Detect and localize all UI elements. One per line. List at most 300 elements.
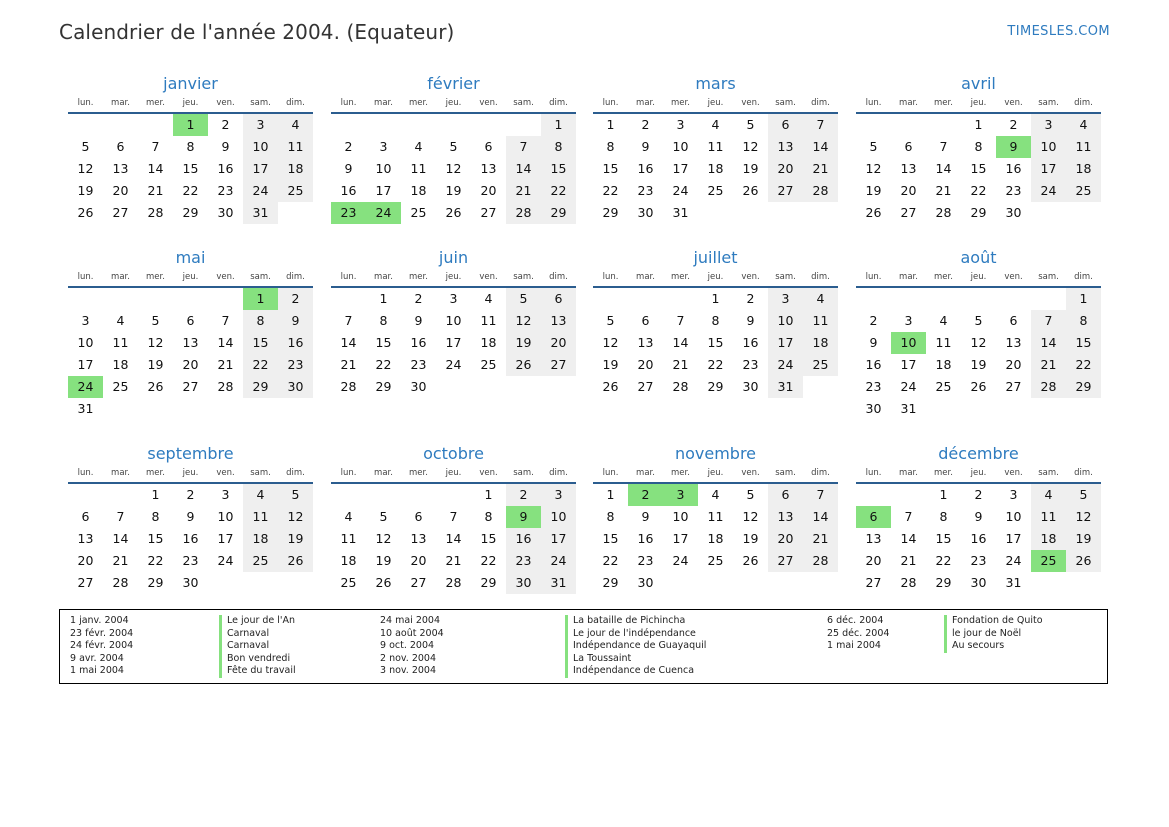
day-cell[interactable]: 5 [746,117,755,132]
day-cell[interactable]: 6 [81,509,90,524]
day-cell[interactable]: 4 [278,114,313,136]
day-cell[interactable]: 9 [186,509,195,524]
day-cell[interactable]: 25 [935,379,952,394]
day-cell[interactable]: 26 [1066,550,1101,572]
day-cell[interactable]: 18 [1066,158,1101,180]
day-cell[interactable]: 26 [147,379,164,394]
day-cell[interactable]: 6 [641,313,650,328]
day-cell[interactable]: 22 [375,357,392,372]
day-cell[interactable]: 20 [637,357,654,372]
day-cell[interactable]: 17 [77,357,94,372]
day-cell[interactable]: 16 [182,531,199,546]
day-cell[interactable]: 12 [865,161,882,176]
day-cell[interactable]: 1 [606,117,615,132]
day-cell[interactable]: 31 [541,572,576,594]
day-cell[interactable]: 11 [243,506,278,528]
day-cell[interactable]: 1 [1066,288,1101,310]
day-cell[interactable]: 25 [480,357,497,372]
day-cell[interactable]: 1 [484,487,493,502]
day-cell[interactable]: 23 [278,354,313,376]
day-cell[interactable]: 13 [768,136,803,158]
day-cell[interactable]: 26 [375,575,392,590]
day-cell[interactable]: 1 [173,114,208,136]
day-cell[interactable]: 29 [243,376,278,398]
day-cell[interactable]: 28 [935,205,952,220]
day-cell[interactable]: 21 [506,180,541,202]
day-cell[interactable]: 26 [970,379,987,394]
day-cell[interactable]: 24 [217,553,234,568]
day-cell[interactable]: 8 [606,139,615,154]
day-cell[interactable]: 13 [480,161,497,176]
day-cell[interactable]: 28 [506,202,541,224]
day-cell[interactable]: 13 [410,531,427,546]
day-cell[interactable]: 10 [243,136,278,158]
day-cell[interactable]: 18 [1031,528,1066,550]
day-cell[interactable]: 20 [541,332,576,354]
day-cell[interactable]: 20 [768,528,803,550]
day-cell[interactable]: 5 [449,139,458,154]
day-cell[interactable]: 12 [445,161,462,176]
day-cell[interactable]: 4 [711,117,720,132]
day-cell[interactable]: 12 [506,310,541,332]
day-cell[interactable]: 14 [803,506,838,528]
day-cell[interactable]: 15 [182,161,199,176]
day-cell[interactable]: 27 [541,354,576,376]
day-cell[interactable]: 2 [869,313,878,328]
day-cell[interactable]: 24 [541,550,576,572]
day-cell[interactable]: 5 [869,139,878,154]
day-cell[interactable]: 8 [711,313,720,328]
day-cell[interactable]: 3 [1009,487,1018,502]
day-cell[interactable]: 22 [243,354,278,376]
day-cell[interactable]: 26 [865,205,882,220]
day-cell[interactable]: 24 [900,379,917,394]
day-cell[interactable]: 17 [375,183,392,198]
day-cell[interactable]: 3 [243,114,278,136]
day-cell[interactable]: 6 [484,139,493,154]
day-cell[interactable]: 16 [278,332,313,354]
day-cell[interactable]: 29 [935,575,952,590]
day-cell[interactable]: 6 [116,139,125,154]
day-cell[interactable]: 26 [445,205,462,220]
day-cell[interactable]: 21 [217,357,234,372]
day-cell[interactable]: 5 [278,484,313,506]
day-cell[interactable]: 23 [182,553,199,568]
day-cell[interactable]: 21 [147,183,164,198]
day-cell[interactable]: 11 [935,335,952,350]
brand-link[interactable]: TIMESLES.COM [1007,24,1110,39]
day-cell[interactable]: 25 [707,183,724,198]
day-cell[interactable]: 8 [1066,310,1101,332]
day-cell[interactable]: 15 [1066,332,1101,354]
day-cell[interactable]: 27 [768,180,803,202]
day-cell[interactable]: 1 [974,117,983,132]
day-cell[interactable]: 22 [1066,354,1101,376]
day-cell[interactable]: 8 [186,139,195,154]
day-cell[interactable]: 18 [480,335,497,350]
day-cell[interactable]: 17 [1031,158,1066,180]
day-cell[interactable]: 1 [379,291,388,306]
day-cell[interactable]: 16 [410,335,427,350]
day-cell[interactable]: 7 [939,139,948,154]
day-cell[interactable]: 27 [77,575,94,590]
day-cell[interactable]: 16 [865,357,882,372]
day-cell[interactable]: 25 [803,354,838,376]
day-cell[interactable]: 25 [1066,180,1101,202]
day-cell[interactable]: 18 [935,357,952,372]
day-cell[interactable]: 3 [541,484,576,506]
day-cell[interactable]: 12 [970,335,987,350]
day-cell[interactable]: 20 [480,183,497,198]
day-cell[interactable]: 11 [707,509,724,524]
day-cell[interactable]: 5 [506,288,541,310]
day-cell[interactable]: 14 [340,335,357,350]
day-cell[interactable]: 29 [1066,376,1101,398]
day-cell[interactable]: 8 [974,139,983,154]
day-cell[interactable]: 4 [344,509,353,524]
day-cell[interactable]: 30 [865,401,882,416]
day-cell[interactable]: 23 [217,183,234,198]
day-cell[interactable]: 9 [414,313,423,328]
day-cell[interactable]: 6 [186,313,195,328]
day-cell[interactable]: 23 [742,357,759,372]
day-cell[interactable]: 19 [742,531,759,546]
day-cell[interactable]: 16 [1005,161,1022,176]
day-cell[interactable]: 29 [970,205,987,220]
day-cell[interactable]: 9 [344,161,353,176]
day-cell[interactable]: 27 [865,575,882,590]
day-cell[interactable]: 26 [742,183,759,198]
day-cell[interactable]: 14 [900,531,917,546]
day-cell[interactable]: 27 [900,205,917,220]
day-cell[interactable]: 28 [340,379,357,394]
day-cell[interactable]: 27 [112,205,129,220]
day-cell[interactable]: 6 [768,114,803,136]
day-cell[interactable]: 17 [1005,531,1022,546]
day-cell[interactable]: 24 [366,202,401,224]
day-cell[interactable]: 14 [217,335,234,350]
day-cell[interactable]: 24 [672,183,689,198]
day-cell[interactable]: 21 [340,357,357,372]
day-cell[interactable]: 15 [602,161,619,176]
day-cell[interactable]: 9 [869,335,878,350]
day-cell[interactable]: 11 [1031,506,1066,528]
day-cell[interactable]: 13 [541,310,576,332]
day-cell[interactable]: 25 [340,575,357,590]
day-cell[interactable]: 25 [112,379,129,394]
day-cell[interactable]: 1 [606,487,615,502]
day-cell[interactable]: 11 [707,139,724,154]
day-cell[interactable]: 3 [1031,114,1066,136]
day-cell[interactable]: 9 [641,509,650,524]
day-cell[interactable]: 19 [602,357,619,372]
day-cell[interactable]: 14 [803,136,838,158]
day-cell[interactable]: 24 [768,354,803,376]
day-cell[interactable]: 6 [856,506,891,528]
day-cell[interactable]: 30 [278,376,313,398]
day-cell[interactable]: 15 [147,531,164,546]
day-cell[interactable]: 12 [602,335,619,350]
day-cell[interactable]: 29 [602,575,619,590]
day-cell[interactable]: 6 [768,484,803,506]
day-cell[interactable]: 9 [278,310,313,332]
day-cell[interactable]: 10 [375,161,392,176]
day-cell[interactable]: 2 [974,487,983,502]
day-cell[interactable]: 31 [77,401,94,416]
day-cell[interactable]: 16 [637,161,654,176]
day-cell[interactable]: 16 [217,161,234,176]
day-cell[interactable]: 3 [904,313,913,328]
day-cell[interactable]: 15 [375,335,392,350]
day-cell[interactable]: 20 [900,183,917,198]
day-cell[interactable]: 1 [151,487,160,502]
day-cell[interactable]: 13 [900,161,917,176]
day-cell[interactable]: 23 [410,357,427,372]
day-cell[interactable]: 13 [865,531,882,546]
day-cell[interactable]: 4 [1066,114,1101,136]
day-cell[interactable]: 22 [602,183,619,198]
day-cell[interactable]: 21 [803,158,838,180]
day-cell[interactable]: 15 [243,332,278,354]
day-cell[interactable]: 7 [904,509,913,524]
day-cell[interactable]: 28 [900,575,917,590]
day-cell[interactable]: 2 [278,288,313,310]
day-cell[interactable]: 25 [243,550,278,572]
day-cell[interactable]: 2 [414,291,423,306]
day-cell[interactable]: 8 [379,313,388,328]
day-cell[interactable]: 18 [112,357,129,372]
day-cell[interactable]: 11 [803,310,838,332]
day-cell[interactable]: 30 [637,575,654,590]
day-cell[interactable]: 20 [112,183,129,198]
day-cell[interactable]: 7 [1031,310,1066,332]
day-cell[interactable]: 23 [637,553,654,568]
day-cell[interactable]: 12 [77,161,94,176]
day-cell[interactable]: 12 [375,531,392,546]
day-cell[interactable]: 26 [742,553,759,568]
day-cell[interactable]: 8 [243,310,278,332]
day-cell[interactable]: 17 [243,158,278,180]
day-cell[interactable]: 21 [1031,354,1066,376]
day-cell[interactable]: 15 [480,531,497,546]
day-cell[interactable]: 4 [1031,484,1066,506]
day-cell[interactable]: 23 [1005,183,1022,198]
day-cell[interactable]: 2 [628,484,663,506]
day-cell[interactable]: 27 [410,575,427,590]
day-cell[interactable]: 19 [970,357,987,372]
day-cell[interactable]: 3 [676,117,685,132]
day-cell[interactable]: 23 [506,550,541,572]
day-cell[interactable]: 10 [672,139,689,154]
day-cell[interactable]: 4 [243,484,278,506]
day-cell[interactable]: 10 [217,509,234,524]
day-cell[interactable]: 7 [506,136,541,158]
day-cell[interactable]: 22 [147,553,164,568]
day-cell[interactable]: 23 [331,202,366,224]
day-cell[interactable]: 9 [974,509,983,524]
day-cell[interactable]: 13 [77,531,94,546]
day-cell[interactable]: 30 [970,575,987,590]
day-cell[interactable]: 30 [410,379,427,394]
day-cell[interactable]: 7 [449,509,458,524]
day-cell[interactable]: 14 [935,161,952,176]
day-cell[interactable]: 10 [541,506,576,528]
day-cell[interactable]: 19 [1066,528,1101,550]
day-cell[interactable]: 28 [803,550,838,572]
day-cell[interactable]: 17 [217,531,234,546]
day-cell[interactable]: 31 [243,202,278,224]
day-cell[interactable]: 10 [768,310,803,332]
day-cell[interactable]: 19 [278,528,313,550]
day-cell[interactable]: 9 [221,139,230,154]
day-cell[interactable]: 7 [676,313,685,328]
day-cell[interactable]: 23 [970,553,987,568]
day-cell[interactable]: 6 [904,139,913,154]
day-cell[interactable]: 20 [77,553,94,568]
day-cell[interactable]: 30 [182,575,199,590]
day-cell[interactable]: 18 [707,161,724,176]
day-cell[interactable]: 24 [445,357,462,372]
day-cell[interactable]: 10 [1005,509,1022,524]
day-cell[interactable]: 22 [707,357,724,372]
day-cell[interactable]: 6 [1009,313,1018,328]
day-cell[interactable]: 28 [112,575,129,590]
day-cell[interactable]: 8 [151,509,160,524]
day-cell[interactable]: 6 [414,509,423,524]
day-cell[interactable]: 30 [506,572,541,594]
day-cell[interactable]: 12 [147,335,164,350]
day-cell[interactable]: 24 [1005,553,1022,568]
day-cell[interactable]: 25 [707,553,724,568]
day-cell[interactable]: 22 [541,180,576,202]
day-cell[interactable]: 31 [1005,575,1022,590]
day-cell[interactable]: 5 [379,509,388,524]
day-cell[interactable]: 8 [939,509,948,524]
day-cell[interactable]: 22 [935,553,952,568]
day-cell[interactable]: 31 [672,205,689,220]
day-cell[interactable]: 28 [445,575,462,590]
day-cell[interactable]: 7 [151,139,160,154]
day-cell[interactable]: 13 [1005,335,1022,350]
day-cell[interactable]: 13 [112,161,129,176]
day-cell[interactable]: 4 [414,139,423,154]
day-cell[interactable]: 10 [1031,136,1066,158]
day-cell[interactable]: 18 [707,531,724,546]
day-cell[interactable]: 9 [996,136,1031,158]
day-cell[interactable]: 1 [243,288,278,310]
day-cell[interactable]: 15 [970,161,987,176]
day-cell[interactable]: 8 [541,136,576,158]
day-cell[interactable]: 29 [375,379,392,394]
day-cell[interactable]: 4 [116,313,125,328]
day-cell[interactable]: 9 [746,313,755,328]
day-cell[interactable]: 28 [217,379,234,394]
day-cell[interactable]: 11 [480,313,497,328]
day-cell[interactable]: 17 [900,357,917,372]
day-cell[interactable]: 18 [243,528,278,550]
day-cell[interactable]: 23 [637,183,654,198]
day-cell[interactable]: 7 [803,114,838,136]
day-cell[interactable]: 16 [340,183,357,198]
day-cell[interactable]: 24 [68,376,103,398]
day-cell[interactable]: 27 [182,379,199,394]
day-cell[interactable]: 31 [900,401,917,416]
day-cell[interactable]: 14 [112,531,129,546]
day-cell[interactable]: 15 [602,531,619,546]
day-cell[interactable]: 15 [935,531,952,546]
day-cell[interactable]: 30 [742,379,759,394]
day-cell[interactable]: 16 [506,528,541,550]
day-cell[interactable]: 27 [1005,379,1022,394]
day-cell[interactable]: 7 [344,313,353,328]
day-cell[interactable]: 30 [637,205,654,220]
day-cell[interactable]: 30 [1005,205,1022,220]
day-cell[interactable]: 4 [711,487,720,502]
day-cell[interactable]: 11 [112,335,129,350]
day-cell[interactable]: 10 [445,313,462,328]
day-cell[interactable]: 13 [637,335,654,350]
day-cell[interactable]: 28 [1031,376,1066,398]
day-cell[interactable]: 22 [970,183,987,198]
day-cell[interactable]: 2 [186,487,195,502]
day-cell[interactable]: 3 [81,313,90,328]
day-cell[interactable]: 12 [742,509,759,524]
day-cell[interactable]: 21 [900,553,917,568]
day-cell[interactable]: 25 [1031,550,1066,572]
day-cell[interactable]: 19 [375,553,392,568]
day-cell[interactable]: 5 [606,313,615,328]
day-cell[interactable]: 19 [865,183,882,198]
day-cell[interactable]: 5 [1066,484,1101,506]
day-cell[interactable]: 14 [672,335,689,350]
day-cell[interactable]: 11 [410,161,427,176]
day-cell[interactable]: 10 [891,332,926,354]
day-cell[interactable]: 1 [711,291,720,306]
day-cell[interactable]: 14 [506,158,541,180]
day-cell[interactable]: 9 [506,506,541,528]
day-cell[interactable]: 10 [77,335,94,350]
day-cell[interactable]: 12 [278,506,313,528]
day-cell[interactable]: 20 [1005,357,1022,372]
day-cell[interactable]: 16 [637,531,654,546]
day-cell[interactable]: 15 [707,335,724,350]
day-cell[interactable]: 17 [672,161,689,176]
day-cell[interactable]: 19 [506,332,541,354]
day-cell[interactable]: 13 [768,506,803,528]
day-cell[interactable]: 14 [1031,332,1066,354]
day-cell[interactable]: 17 [445,335,462,350]
day-cell[interactable]: 28 [803,180,838,202]
day-cell[interactable]: 29 [480,575,497,590]
day-cell[interactable]: 26 [278,550,313,572]
day-cell[interactable]: 13 [182,335,199,350]
day-cell[interactable]: 29 [541,202,576,224]
day-cell[interactable]: 27 [637,379,654,394]
day-cell[interactable]: 2 [221,117,230,132]
day-cell[interactable]: 18 [340,553,357,568]
day-cell[interactable]: 7 [116,509,125,524]
day-cell[interactable]: 17 [541,528,576,550]
day-cell[interactable]: 9 [641,139,650,154]
day-cell[interactable]: 29 [182,205,199,220]
day-cell[interactable]: 3 [221,487,230,502]
day-cell[interactable]: 3 [449,291,458,306]
day-cell[interactable]: 25 [410,205,427,220]
day-cell[interactable]: 17 [672,531,689,546]
day-cell[interactable]: 19 [77,183,94,198]
day-cell[interactable]: 26 [77,205,94,220]
day-cell[interactable]: 15 [541,158,576,180]
